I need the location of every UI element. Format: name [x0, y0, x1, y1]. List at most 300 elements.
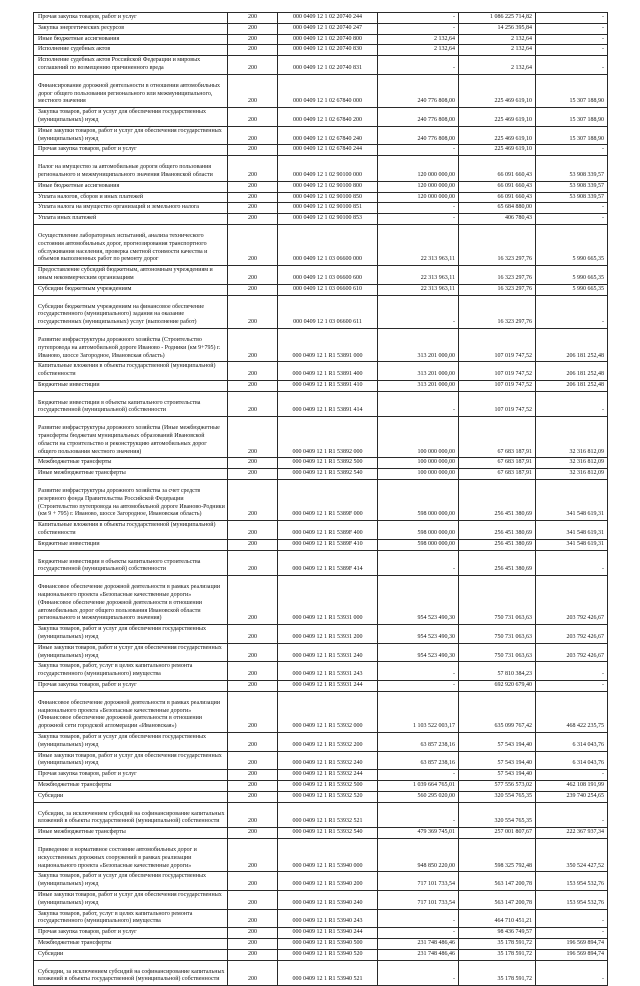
expense-name: Закупка энергетических ресурсов — [34, 23, 228, 34]
amount-unexecuted: 53 908 339,57 — [536, 192, 608, 203]
amount-executed: 66 091 660,43 — [459, 156, 536, 182]
table-row — [34, 214, 608, 225]
budget-classification-code: 000 0409 12 1 R1 53932 521 — [278, 802, 378, 828]
expense-type-code: 200 — [228, 550, 278, 576]
amount-unexecuted: 203 792 426,67 — [536, 643, 608, 662]
amount-unexecuted: 5 990 665,35 — [536, 266, 608, 285]
amount-plan: 100 000 000,00 — [378, 458, 459, 469]
amount-plan: - — [378, 23, 459, 34]
amount-executed: 65 684 880,00 — [459, 203, 536, 214]
amount-plan: 598 000 000,00 — [378, 480, 459, 521]
amount-unexecuted: 53 908 339,57 — [536, 156, 608, 182]
expense-type-code: 200 — [228, 56, 278, 75]
amount-plan: 240 776 808,00 — [378, 108, 459, 127]
expense-type-code: 200 — [228, 732, 278, 751]
amount-executed: 256 451 380,69 — [459, 480, 536, 521]
expense-name: Иные закупки товаров, работ и услуг для обеспечения государственных (муниципальных) нужд — [34, 890, 228, 909]
amount-executed: 107 019 747,52 — [459, 380, 536, 391]
amount-plan: 22 313 963,11 — [378, 224, 459, 265]
expense-type-code: 200 — [228, 828, 278, 839]
amount-plan: 231 748 486,46 — [378, 949, 459, 960]
expense-name: Финансовое обеспечение дорожной деятельности в рамках реализации национального проекта «Безопасные качественные дороги» (Финансовое обеспечение дорожной деятельности в отношении дорожной сети городской агломерации «Ивановская») — [34, 691, 228, 732]
budget-classification-code: 000 0409 12 1 R1 53892 000 — [278, 417, 378, 458]
expense-type-code: 200 — [228, 770, 278, 781]
budget-classification-code: 000 0409 12 1 02 67840 000 — [278, 74, 378, 107]
budget-classification-code: 000 0409 12 1 R1 53932 000 — [278, 691, 378, 732]
budget-classification-code: 000 0409 12 1 R1 53940 240 — [278, 890, 378, 909]
budget-classification-code: 000 0409 12 1 R1 53892 500 — [278, 458, 378, 469]
amount-plan: 1 103 522 003,17 — [378, 691, 459, 732]
expense-name: Межбюджетные трансферты — [34, 938, 228, 949]
budget-classification-code: 000 0409 12 1 R1 53892 540 — [278, 469, 378, 480]
amount-unexecuted: 15 307 188,90 — [536, 108, 608, 127]
budget-classification-code: 000 0409 12 1 R1 53940 244 — [278, 928, 378, 939]
amount-executed: 464 710 451,21 — [459, 909, 536, 928]
amount-plan: 120 000 000,00 — [378, 192, 459, 203]
expense-name: Предоставление субсидий бюджетным, автономным учреждениям и иным некоммерческим организациям — [34, 266, 228, 285]
expense-type-code: 200 — [228, 872, 278, 891]
amount-plan: - — [378, 550, 459, 576]
amount-executed: 57 543 194,40 — [459, 732, 536, 751]
budget-classification-code: 000 0409 12 1 R1 53932 200 — [278, 732, 378, 751]
budget-classification-code: 000 0409 12 1 R1 53931 244 — [278, 681, 378, 692]
amount-unexecuted: 468 422 235,75 — [536, 691, 608, 732]
budget-classification-code: 000 0409 12 1 03 06600 000 — [278, 224, 378, 265]
amount-unexecuted: 153 954 532,76 — [536, 872, 608, 891]
expense-type-code: 200 — [228, 469, 278, 480]
expense-type-code: 200 — [228, 480, 278, 521]
expense-name: Капитальные вложения в объекты государственной (муниципальной) собственности — [34, 521, 228, 540]
amount-unexecuted: - — [536, 295, 608, 328]
amount-executed: 577 556 573,02 — [459, 780, 536, 791]
expense-type-code: 200 — [228, 295, 278, 328]
amount-executed: 16 323 297,76 — [459, 284, 536, 295]
budget-classification-code: 000 0409 12 1 02 67840 200 — [278, 108, 378, 127]
amount-plan: 22 313 963,11 — [378, 284, 459, 295]
amount-executed: 256 451 380,69 — [459, 539, 536, 550]
expense-name: Уплата налогов, сборов и иных платежей — [34, 192, 228, 203]
expense-name: Субсидии, за исключением субсидий на софинансирование капитальных вложений в объекты государственной (муниципальной) собственности — [34, 960, 228, 986]
expense-type-code: 200 — [228, 145, 278, 156]
amount-executed: 598 325 792,48 — [459, 838, 536, 871]
amount-plan: 598 000 000,00 — [378, 539, 459, 550]
amount-unexecuted: 203 792 426,67 — [536, 576, 608, 625]
expense-type-code: 200 — [228, 949, 278, 960]
amount-plan: 63 857 238,16 — [378, 751, 459, 770]
budget-classification-code: 000 0409 12 1 03 06600 600 — [278, 266, 378, 285]
table-row — [34, 550, 608, 576]
budget-classification-code: 000 0409 12 1 02 90100 800 — [278, 181, 378, 192]
amount-executed: 14 256 395,84 — [459, 23, 536, 34]
amount-executed: 635 099 767,42 — [459, 691, 536, 732]
amount-executed: 692 920 679,40 — [459, 681, 536, 692]
amount-unexecuted: - — [536, 770, 608, 781]
expense-name: Бюджетные инвестиции в объекты капитального строительства государственной (муниципальной) собственности — [34, 550, 228, 576]
amount-unexecuted: - — [536, 23, 608, 34]
amount-executed: 563 147 200,78 — [459, 872, 536, 891]
table-row — [34, 266, 608, 285]
amount-unexecuted: - — [536, 928, 608, 939]
amount-plan: 717 101 733,54 — [378, 872, 459, 891]
amount-plan: 2 132,64 — [378, 45, 459, 56]
amount-unexecuted: 350 524 427,52 — [536, 838, 608, 871]
amount-plan: 22 313 963,11 — [378, 266, 459, 285]
expense-name: Иные межбюджетные трансферты — [34, 828, 228, 839]
table-row — [34, 770, 608, 781]
budget-classification-code: 000 0409 12 1 R1 53932 240 — [278, 751, 378, 770]
amount-unexecuted: 222 367 937,34 — [536, 828, 608, 839]
amount-unexecuted: - — [536, 34, 608, 45]
budget-classification-code: 000 0409 12 1 02 20740 800 — [278, 34, 378, 45]
amount-plan: 954 523 490,30 — [378, 576, 459, 625]
expense-name: Закупка товаров, работ и услуг для обеспечения государственных (муниципальных) нужд — [34, 108, 228, 127]
expense-type-code: 200 — [228, 224, 278, 265]
amount-executed: 67 683 187,91 — [459, 458, 536, 469]
amount-executed: 16 323 297,76 — [459, 224, 536, 265]
table-row — [34, 643, 608, 662]
amount-executed: 256 451 380,69 — [459, 521, 536, 540]
expense-name: Финансирование дорожной деятельности в отношении автомобильных дорог общего пользования регионального или межмуниципального, местного значения — [34, 74, 228, 107]
amount-unexecuted: 341 548 619,31 — [536, 480, 608, 521]
amount-executed: 67 683 187,91 — [459, 469, 536, 480]
table-row — [34, 328, 608, 361]
table-row — [34, 181, 608, 192]
amount-executed: 66 091 660,43 — [459, 181, 536, 192]
expense-name: Иные бюджетные ассигнования — [34, 34, 228, 45]
amount-plan: - — [378, 770, 459, 781]
table-row — [34, 521, 608, 540]
expense-name: Приведение в нормативное состояние автомобильных дорог и искусственных дорожных сооружений в рамках реализации национального проекта «Безопасные качественные дороги» — [34, 838, 228, 871]
amount-unexecuted: 32 316 812,09 — [536, 417, 608, 458]
amount-plan: - — [378, 909, 459, 928]
amount-unexecuted: - — [536, 681, 608, 692]
amount-plan: 948 850 220,00 — [378, 838, 459, 871]
amount-plan: 313 201 000,00 — [378, 328, 459, 361]
amount-unexecuted: 341 548 619,31 — [536, 521, 608, 540]
expense-name: Бюджетные инвестиции — [34, 380, 228, 391]
amount-plan: 717 101 733,54 — [378, 890, 459, 909]
table-row — [34, 928, 608, 939]
amount-plan: - — [378, 681, 459, 692]
table-row — [34, 802, 608, 828]
expense-name: Развитие инфраструктуры дорожного хозяйства (Строительство путепровода на автомобильной дороге Иваново - Родники (км 9+795) г. Иваново, шоссе Загородное, Ивановская область) — [34, 328, 228, 361]
amount-plan: 231 748 486,46 — [378, 938, 459, 949]
budget-classification-code: 000 0409 12 1 02 67840 240 — [278, 126, 378, 145]
expense-name: Иные бюджетные ассигнования — [34, 181, 228, 192]
table-row — [34, 949, 608, 960]
amount-executed: 225 469 619,10 — [459, 126, 536, 145]
budget-classification-code: 000 0409 12 1 R1 53940 521 — [278, 960, 378, 986]
table-row — [34, 458, 608, 469]
expense-type-code: 200 — [228, 417, 278, 458]
expense-name: Налог на имущество за автомобильные дороги общего пользования регионального и межмуниципального значения Ивановской области — [34, 156, 228, 182]
expense-name: Исполнение судебных актов — [34, 45, 228, 56]
amount-unexecuted: - — [536, 391, 608, 417]
amount-unexecuted: 15 307 188,90 — [536, 74, 608, 107]
amount-unexecuted: 206 181 252,48 — [536, 380, 608, 391]
amount-plan: - — [378, 56, 459, 75]
expense-name: Прочая закупка товаров, работ и услуг — [34, 928, 228, 939]
table-row — [34, 203, 608, 214]
expense-name: Прочая закупка товаров, работ и услуг — [34, 13, 228, 24]
budget-classification-code: 000 0409 12 1 02 90100 850 — [278, 192, 378, 203]
expense-type-code: 200 — [228, 521, 278, 540]
expense-name: Закупка товаров, работ, услуг в целях капитального ремонта государственного (муниципального) имущества — [34, 662, 228, 681]
expense-type-code: 200 — [228, 890, 278, 909]
budget-classification-code: 000 0409 12 1 R1 53931 000 — [278, 576, 378, 625]
table-body — [34, 13, 608, 986]
table-row — [34, 960, 608, 986]
amount-plan: - — [378, 802, 459, 828]
table-row — [34, 576, 608, 625]
amount-plan: 240 776 808,00 — [378, 126, 459, 145]
amount-unexecuted: 341 548 619,31 — [536, 539, 608, 550]
expense-name: Бюджетные инвестиции — [34, 539, 228, 550]
amount-unexecuted: 196 569 894,74 — [536, 938, 608, 949]
budget-classification-code: 000 0409 12 1 R1 53891 000 — [278, 328, 378, 361]
budget-classification-code: 000 0409 12 1 02 90100 853 — [278, 214, 378, 225]
amount-executed: 1 086 225 714,82 — [459, 13, 536, 24]
table-row — [34, 74, 608, 107]
amount-plan: 120 000 000,00 — [378, 156, 459, 182]
amount-plan: - — [378, 203, 459, 214]
amount-plan: 2 132,64 — [378, 34, 459, 45]
expense-type-code: 200 — [228, 284, 278, 295]
expense-name: Финансовое обеспечение дорожной деятельности в рамках реализации национального проекта «Безопасные качественные дороги» (Финансовое обеспечение дорожной деятельности в отношении автомобильных дорог общего пользования Ивановской области регионального и межмуниципального значения) — [34, 576, 228, 625]
table-row — [34, 156, 608, 182]
amount-plan: 560 295 020,00 — [378, 791, 459, 802]
budget-classification-code: 000 0409 12 1 02 90100 851 — [278, 203, 378, 214]
expense-type-code: 200 — [228, 380, 278, 391]
amount-plan: - — [378, 391, 459, 417]
expense-type-code: 200 — [228, 780, 278, 791]
amount-executed: 257 001 807,67 — [459, 828, 536, 839]
budget-classification-code: 000 0409 12 1 R1 53932 520 — [278, 791, 378, 802]
table-row — [34, 284, 608, 295]
table-row — [34, 145, 608, 156]
amount-plan: - — [378, 960, 459, 986]
amount-plan: - — [378, 662, 459, 681]
expense-type-code: 200 — [228, 108, 278, 127]
table-row — [34, 126, 608, 145]
table-row — [34, 45, 608, 56]
expense-type-code: 200 — [228, 328, 278, 361]
table-row — [34, 362, 608, 381]
amount-executed: 2 132,64 — [459, 56, 536, 75]
amount-unexecuted: - — [536, 960, 608, 986]
expense-name: Субсидии — [34, 791, 228, 802]
expense-type-code: 200 — [228, 156, 278, 182]
expense-type-code: 200 — [228, 938, 278, 949]
amount-unexecuted: - — [536, 45, 608, 56]
budget-classification-code: 000 0409 12 1 R1 5389F 410 — [278, 539, 378, 550]
amount-plan: - — [378, 145, 459, 156]
amount-unexecuted: 206 181 252,48 — [536, 328, 608, 361]
amount-plan: - — [378, 13, 459, 24]
budget-classification-code: 000 0409 12 1 R1 5389F 414 — [278, 550, 378, 576]
table-row — [34, 828, 608, 839]
expense-type-code: 200 — [228, 802, 278, 828]
table-row — [34, 391, 608, 417]
table-row — [34, 909, 608, 928]
amount-plan: 100 000 000,00 — [378, 469, 459, 480]
amount-unexecuted: 53 908 339,57 — [536, 181, 608, 192]
amount-executed: 750 731 063,63 — [459, 625, 536, 644]
amount-unexecuted: 32 316 812,09 — [536, 458, 608, 469]
expense-name: Прочая закупка товаров, работ и услуг — [34, 145, 228, 156]
amount-executed: 57 810 384,23 — [459, 662, 536, 681]
amount-plan: - — [378, 214, 459, 225]
table-row — [34, 791, 608, 802]
amount-executed: 35 178 591,72 — [459, 960, 536, 986]
expense-type-code: 200 — [228, 960, 278, 986]
amount-executed: 320 554 765,35 — [459, 791, 536, 802]
expense-name: Осуществление лабораторных испытаний, анализа технического состояния автомобильных дорог, прогнозирования транспортного обслуживания населения, проверка сметной стоимости качества и объемов выполненных работ по ремонту дорог — [34, 224, 228, 265]
budget-classification-code: 000 0409 12 1 02 67840 244 — [278, 145, 378, 156]
expense-name: Капитальные вложения в объекты государственной (муниципальной) собственности — [34, 362, 228, 381]
table-row — [34, 108, 608, 127]
amount-executed: 35 178 591,72 — [459, 949, 536, 960]
table-row — [34, 13, 608, 24]
amount-executed: 225 469 619,10 — [459, 145, 536, 156]
budget-classification-code: 000 0409 12 1 02 20740 247 — [278, 23, 378, 34]
expense-name: Субсидии бюджетным учреждениям на финансовое обеспечение государственного (муниципального) задания на оказание государственных (муниципальных) услуг (выполнение работ) — [34, 295, 228, 328]
amount-plan: 954 523 490,30 — [378, 643, 459, 662]
amount-unexecuted: 206 181 252,48 — [536, 362, 608, 381]
budget-classification-code: 000 0409 12 1 R1 53931 240 — [278, 643, 378, 662]
expense-type-code: 200 — [228, 203, 278, 214]
amount-plan: - — [378, 295, 459, 328]
budget-classification-code: 000 0409 12 1 03 06600 610 — [278, 284, 378, 295]
amount-executed: 67 683 187,91 — [459, 417, 536, 458]
expense-name: Закупка товаров, работ и услуг для обеспечения государственных (муниципальных) нужд — [34, 872, 228, 891]
expense-type-code: 200 — [228, 662, 278, 681]
budget-classification-code: 000 0409 12 1 R1 53940 520 — [278, 949, 378, 960]
table-row — [34, 34, 608, 45]
expense-name: Исполнение судебных актов Российской Федерации и мировых соглашений по возмещению причиненного вреда — [34, 56, 228, 75]
amount-plan: 120 000 000,00 — [378, 181, 459, 192]
expense-type-code: 200 — [228, 34, 278, 45]
budget-classification-code: 000 0409 12 1 R1 53932 540 — [278, 828, 378, 839]
budget-classification-code: 000 0409 12 1 02 20740 244 — [278, 13, 378, 24]
amount-executed: 35 178 591,72 — [459, 938, 536, 949]
expense-name: Субсидии — [34, 949, 228, 960]
amount-unexecuted: 5 990 665,35 — [536, 284, 608, 295]
amount-unexecuted: 203 792 426,67 — [536, 625, 608, 644]
budget-classification-code: 000 0409 12 1 R1 53891 410 — [278, 380, 378, 391]
amount-plan: 240 776 808,00 — [378, 74, 459, 107]
budget-classification-code: 000 0409 12 1 R1 53940 500 — [278, 938, 378, 949]
amount-unexecuted: 153 954 532,76 — [536, 890, 608, 909]
expense-name: Субсидии бюджетным учреждениям — [34, 284, 228, 295]
amount-unexecuted: - — [536, 145, 608, 156]
amount-unexecuted: 32 316 812,09 — [536, 469, 608, 480]
expense-type-code: 200 — [228, 362, 278, 381]
amount-unexecuted: - — [536, 662, 608, 681]
expense-name: Субсидии, за исключением субсидий на софинансирование капитальных вложений в объекты государственной (муниципальной) собственности — [34, 802, 228, 828]
amount-unexecuted: - — [536, 802, 608, 828]
amount-unexecuted: 15 307 188,90 — [536, 126, 608, 145]
budget-classification-code: 000 0409 12 1 02 20740 830 — [278, 45, 378, 56]
expense-name: Развитие инфраструктуры дорожного хозяйства (Иные межбюджетные трансферты бюджетам муниципальных образований Ивановской области на строительство и реконструкцию автомобильных дорог общего пользования местного значения) — [34, 417, 228, 458]
expense-type-code: 200 — [228, 576, 278, 625]
expense-name: Иные межбюджетные трансферты — [34, 469, 228, 480]
expense-name: Закупка товаров, работ и услуг для обеспечения государственных (муниципальных) нужд — [34, 625, 228, 644]
amount-executed: 66 091 660,43 — [459, 192, 536, 203]
expense-type-code: 200 — [228, 791, 278, 802]
expense-type-code: 200 — [228, 126, 278, 145]
expense-type-code: 200 — [228, 74, 278, 107]
expense-name: Иные закупки товаров, работ и услуг для обеспечения государственных (муниципальных) нужд — [34, 643, 228, 662]
amount-plan: 954 523 490,30 — [378, 625, 459, 644]
table-row — [34, 872, 608, 891]
amount-executed: 16 323 297,76 — [459, 266, 536, 285]
amount-unexecuted: 6 314 043,76 — [536, 732, 608, 751]
table-row — [34, 224, 608, 265]
amount-unexecuted: - — [536, 909, 608, 928]
expense-name: Бюджетные инвестиции в объекты капитального строительства государственной (муниципальной) собственности — [34, 391, 228, 417]
expense-type-code: 200 — [228, 266, 278, 285]
amount-executed: 2 132,64 — [459, 34, 536, 45]
expense-name: Прочая закупка товаров, работ и услуг — [34, 770, 228, 781]
amount-unexecuted: 239 740 254,65 — [536, 791, 608, 802]
expense-type-code: 200 — [228, 23, 278, 34]
expense-type-code: 200 — [228, 45, 278, 56]
amount-plan: 479 369 745,01 — [378, 828, 459, 839]
expense-name: Межбюджетные трансферты — [34, 458, 228, 469]
table-row — [34, 380, 608, 391]
expense-type-code: 200 — [228, 458, 278, 469]
amount-executed: 406 780,43 — [459, 214, 536, 225]
expense-name: Уплата налога на имущество организаций и земельного налога — [34, 203, 228, 214]
expense-type-code: 200 — [228, 909, 278, 928]
amount-executed: 107 019 747,52 — [459, 328, 536, 361]
amount-executed: 320 554 765,35 — [459, 802, 536, 828]
budget-expense-table — [33, 12, 608, 986]
expense-name: Иные закупки товаров, работ и услуг для обеспечения государственных (муниципальных) нужд — [34, 126, 228, 145]
budget-classification-code: 000 0409 12 1 03 06600 611 — [278, 295, 378, 328]
amount-plan: 100 000 000,00 — [378, 417, 459, 458]
amount-plan: 63 857 238,16 — [378, 732, 459, 751]
budget-classification-code: 000 0409 12 1 02 90100 000 — [278, 156, 378, 182]
table-row — [34, 780, 608, 791]
budget-classification-code: 000 0409 12 1 R1 53940 000 — [278, 838, 378, 871]
expense-type-code: 200 — [228, 643, 278, 662]
amount-unexecuted: - — [536, 13, 608, 24]
expense-type-code: 200 — [228, 625, 278, 644]
table-row — [34, 625, 608, 644]
amount-unexecuted: - — [536, 214, 608, 225]
budget-classification-code: 000 0409 12 1 R1 53940 243 — [278, 909, 378, 928]
budget-classification-code: 000 0409 12 1 R1 53940 200 — [278, 872, 378, 891]
expense-type-code: 200 — [228, 192, 278, 203]
table-row — [34, 56, 608, 75]
table-row — [34, 417, 608, 458]
amount-executed: 98 436 749,57 — [459, 928, 536, 939]
amount-executed: 750 731 063,63 — [459, 643, 536, 662]
amount-executed: 256 451 380,69 — [459, 550, 536, 576]
amount-plan: - — [378, 928, 459, 939]
expense-type-code: 200 — [228, 13, 278, 24]
expense-type-code: 200 — [228, 391, 278, 417]
budget-classification-code: 000 0409 12 1 R1 53931 200 — [278, 625, 378, 644]
expense-name: Прочая закупка товаров, работ и услуг — [34, 681, 228, 692]
budget-classification-code: 000 0409 12 1 R1 53932 244 — [278, 770, 378, 781]
expense-type-code: 200 — [228, 539, 278, 550]
expense-type-code: 200 — [228, 681, 278, 692]
expense-name: Уплата иных платежей — [34, 214, 228, 225]
amount-executed: 225 469 619,10 — [459, 108, 536, 127]
